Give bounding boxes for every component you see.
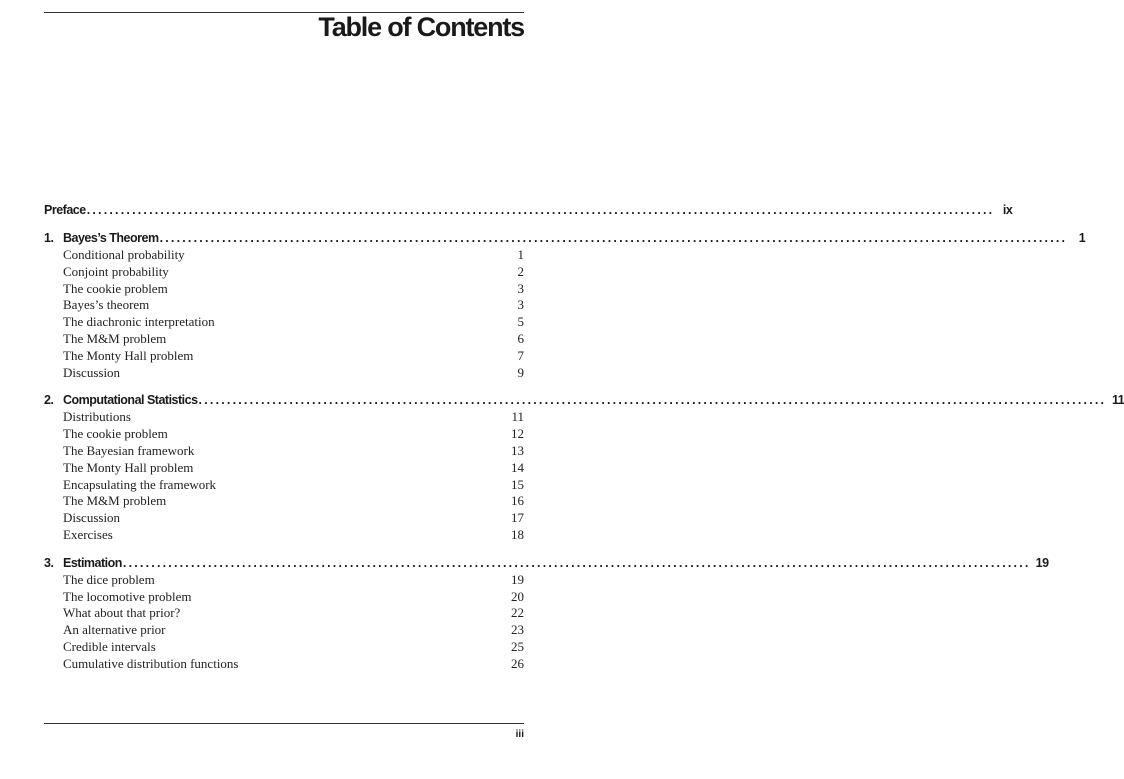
chapter-heading — [44, 392, 198, 409]
section-title: Cumulative distribution functions — [63, 655, 239, 671]
toc-entry-section[interactable] — [44, 572, 524, 589]
chapter-gap — [44, 544, 524, 555]
toc-entry-section[interactable] — [44, 510, 524, 527]
chapter-title: Bayes’s Theorem — [63, 231, 159, 245]
dot-leader: ................................................................................................................................................................ — [159, 231, 1068, 245]
table-of-contents — [44, 202, 1124, 673]
section-page: 14 — [511, 459, 524, 475]
chapter-page: 1 — [1078, 231, 1086, 245]
section-page: 22 — [511, 605, 524, 621]
chapter-title: Estimation — [63, 555, 122, 570]
section-title: Exercises — [63, 526, 113, 542]
toc-entry-chapter[interactable] — [44, 392, 1124, 409]
toc-entry-chapter[interactable] — [44, 230, 1086, 247]
toc-entry-section[interactable] — [44, 656, 524, 673]
section-title: Discussion — [63, 510, 121, 526]
section-page: 11 — [511, 409, 524, 425]
section-page: 19 — [511, 571, 524, 587]
section-title: The Monty Hall problem — [63, 459, 194, 475]
toc-entry-section[interactable] — [44, 365, 524, 382]
preface-page: ix — [1002, 203, 1013, 217]
section-title: The Monty Hall problem — [63, 347, 194, 363]
dot-leader: ................................................................................................................................................................ — [198, 393, 1107, 408]
toc-entry-section[interactable] — [44, 477, 524, 494]
dot-leader: ................................................................................................................................................................ — [122, 555, 1031, 570]
page-title: Table of Contents — [318, 12, 524, 42]
section-title: The cookie problem — [63, 426, 168, 442]
toc-entry-section[interactable] — [44, 589, 524, 606]
section-page: 3 — [517, 280, 524, 296]
toc-entry-section[interactable] — [44, 348, 524, 365]
section-title: An alternative prior — [63, 622, 166, 638]
toc-entry-section[interactable] — [44, 281, 524, 298]
toc-entry-section[interactable] — [44, 622, 524, 639]
chapter-list — [44, 219, 1124, 673]
section-page: 23 — [511, 622, 524, 638]
toc-entry-section[interactable] — [44, 409, 524, 426]
section-title: The M&M problem — [63, 493, 167, 509]
toc-entry-section[interactable] — [44, 639, 524, 656]
section-page: 7 — [517, 347, 524, 363]
chapter-gap — [44, 219, 524, 230]
toc-entry-section[interactable] — [44, 527, 524, 544]
toc-entry-section[interactable] — [44, 605, 524, 622]
section-title: The locomotive problem — [63, 588, 192, 604]
section-page: 6 — [517, 330, 524, 346]
chapter-number: 1. — [44, 231, 54, 245]
dot-leader: ................................................................................................................................................................ — [86, 203, 995, 217]
toc-entry-section[interactable] — [44, 331, 524, 348]
section-page: 12 — [511, 426, 524, 442]
section-page: 3 — [517, 297, 524, 313]
section-page: 17 — [511, 510, 524, 526]
section-title: Discussion — [63, 364, 121, 380]
section-page: 16 — [511, 493, 524, 509]
preface-label: Preface — [44, 203, 86, 217]
chapter-gap — [44, 381, 524, 392]
section-page: 25 — [511, 638, 524, 654]
toc-entry-section[interactable] — [44, 443, 524, 460]
section-title: Distributions — [63, 409, 131, 425]
section-title: The dice problem — [63, 571, 155, 587]
chapter-title: Computational Statistics — [63, 393, 198, 408]
chapter-number: 2. — [44, 393, 54, 408]
section-page: 13 — [511, 442, 524, 458]
toc-entry-section[interactable] — [44, 314, 524, 331]
toc-entry-section[interactable] — [44, 460, 524, 477]
chapter-heading — [44, 555, 122, 572]
section-title: The cookie problem — [63, 280, 168, 296]
section-title: Conditional probability — [63, 247, 185, 262]
chapter-heading — [44, 230, 159, 247]
section-title: The Bayesian framework — [63, 442, 195, 458]
section-page: 15 — [511, 476, 524, 492]
section-title: What about that prior? — [63, 605, 181, 621]
chapter-page: 19 — [1035, 555, 1049, 570]
toc-entry-section[interactable] — [44, 247, 524, 264]
section-title: Conjoint probability — [63, 263, 169, 279]
toc-entry-section[interactable] — [44, 297, 524, 314]
section-page: 26 — [511, 655, 524, 671]
toc-entry-section[interactable] — [44, 426, 524, 443]
section-page: 1 — [517, 247, 524, 262]
chapter-page: 11 — [1112, 393, 1124, 408]
section-page: 2 — [517, 263, 524, 279]
bottom-rule — [44, 723, 524, 724]
toc-entry-preface[interactable] — [44, 202, 1013, 219]
section-page: 9 — [517, 364, 524, 380]
section-title: The diachronic interpretation — [63, 314, 215, 330]
section-title: The M&M problem — [63, 330, 167, 346]
section-title: Bayes’s theorem — [63, 297, 150, 313]
section-page: 5 — [517, 314, 524, 330]
toc-entry-section[interactable] — [44, 264, 524, 281]
section-page: 18 — [511, 526, 524, 542]
toc-entry-section[interactable] — [44, 493, 524, 510]
footer-page-number: iii — [515, 729, 524, 740]
toc-entry-chapter[interactable] — [44, 555, 1049, 572]
section-title: Encapsulating the framework — [63, 476, 217, 492]
chapter-number: 3. — [44, 555, 54, 570]
section-page: 20 — [511, 588, 524, 604]
section-title: Credible intervals — [63, 638, 156, 654]
